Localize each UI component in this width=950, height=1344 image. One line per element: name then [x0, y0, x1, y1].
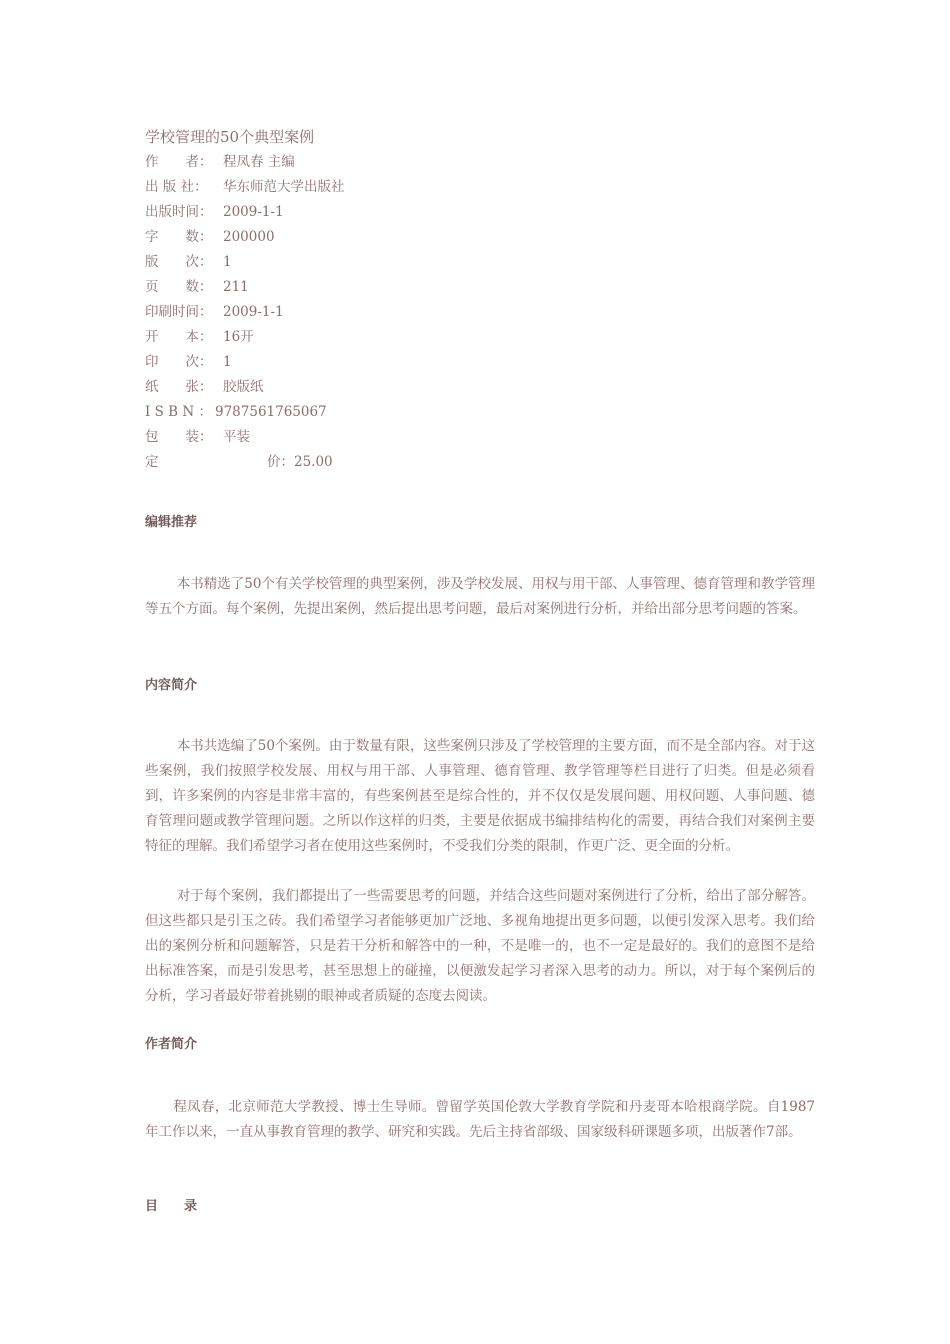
paragraph-content-intro-1: 本书共选编了50个案例。由于数量有限，这些案例只涉及了学校管理的主要方面，而不是全部内容。对于这些案例，我们按照学校发展、用权与用干部、人事管理、德育管理、教学管理等栏目进行了归类。但是必须看到，许多案例的内容是非常丰富的，有些案例甚至是综合性的，并不仅仅是发展问题、用权问题、人事问题、德育管理问题或教学管理问题。之所以作这样的归类，主要是依据成书编排结构化的需要，再结合我们对案例主要特征的理解。我们希望学习者在使用这些案例时，不受我们分类的限制，作更广泛、更全面的分析。	[145, 738, 815, 854]
paragraph-content-intro-2: 对于每个案例，我们都提出了一些需要思考的问题，并结合这些问题对案例进行了分析，给出了部分解答。但这些都只是引玉之砖。我们希望学习者能够更加广泛地、多视角地提出更多问题，以便引发深入思考。我们给出的案例分析和问题解答，只是若干分析和解答中的一种，不是唯一的，也不一定是最好的。我们的意图不是给出标准答案，而是引发思考，甚至思想上的碰撞，以便激发起学习者深入思考的动力。所以，对于每个案例后的分析，学习者最好带着挑剔的眼神或者质疑的态度去阅读。	[145, 888, 815, 1004]
book-title: 学校管理的50个典型案例	[145, 128, 315, 146]
meta-value: 9787561765067	[215, 404, 327, 420]
meta-value: 2009-1-1	[223, 304, 284, 320]
meta-value: 200000	[223, 229, 275, 245]
meta-label: 定	[145, 454, 159, 470]
meta-label: 页 数：	[145, 279, 213, 295]
section-heading-author-intro: 作者简介	[145, 1037, 198, 1052]
meta-label: 纸 张：	[145, 379, 213, 395]
meta-label: 作 者：	[145, 154, 213, 170]
meta-value: 1	[223, 354, 232, 370]
section-heading-editor-recommend: 编辑推荐	[145, 515, 198, 530]
meta-value: 211	[223, 279, 249, 295]
meta-label: 出版时间：	[145, 204, 213, 220]
meta-label: 印 次：	[145, 354, 213, 370]
meta-label: 版 次：	[145, 254, 213, 270]
meta-label: 出 版 社：	[145, 179, 208, 195]
meta-value: 2009-1-1	[223, 204, 284, 220]
section-heading-content-intro: 内容简介	[145, 678, 198, 693]
meta-value: 价：25.00	[267, 454, 333, 470]
meta-value: 华东师范大学出版社	[223, 179, 345, 195]
meta-label: 包 装：	[145, 429, 213, 445]
meta-value: 1	[223, 254, 232, 270]
meta-value: 平装	[223, 429, 250, 445]
section-heading-toc: 目 录	[145, 1199, 198, 1214]
meta-label: 印刷时间：	[145, 304, 213, 320]
meta-value: 程凤春 主编	[223, 154, 295, 170]
paragraph-editor-recommend: 本书精选了50个有关学校管理的典型案例，涉及学校发展、用权与用干部、人事管理、德育管理和教学管理等五个方面。每个案例，先提出案例，然后提出思考问题，最后对案例进行分析，并给出部分思考问题的答案。	[145, 576, 815, 617]
meta-value: 胶版纸	[223, 379, 264, 395]
meta-label: I S B N ：	[145, 404, 212, 420]
paragraph-author-intro: 程凤春，北京师范大学教授、博士生导师。曾留学英国伦敦大学教育学院和丹麦哥本哈根商学院。自1987年工作以来，一直从事教育管理的教学、研究和实践。先后主持省部级、国家级科研课题多项，出版著作7部。	[145, 1099, 815, 1140]
meta-label: 字 数：	[145, 229, 213, 245]
meta-label: 开 本：	[145, 329, 213, 345]
meta-value: 16开	[223, 329, 254, 345]
